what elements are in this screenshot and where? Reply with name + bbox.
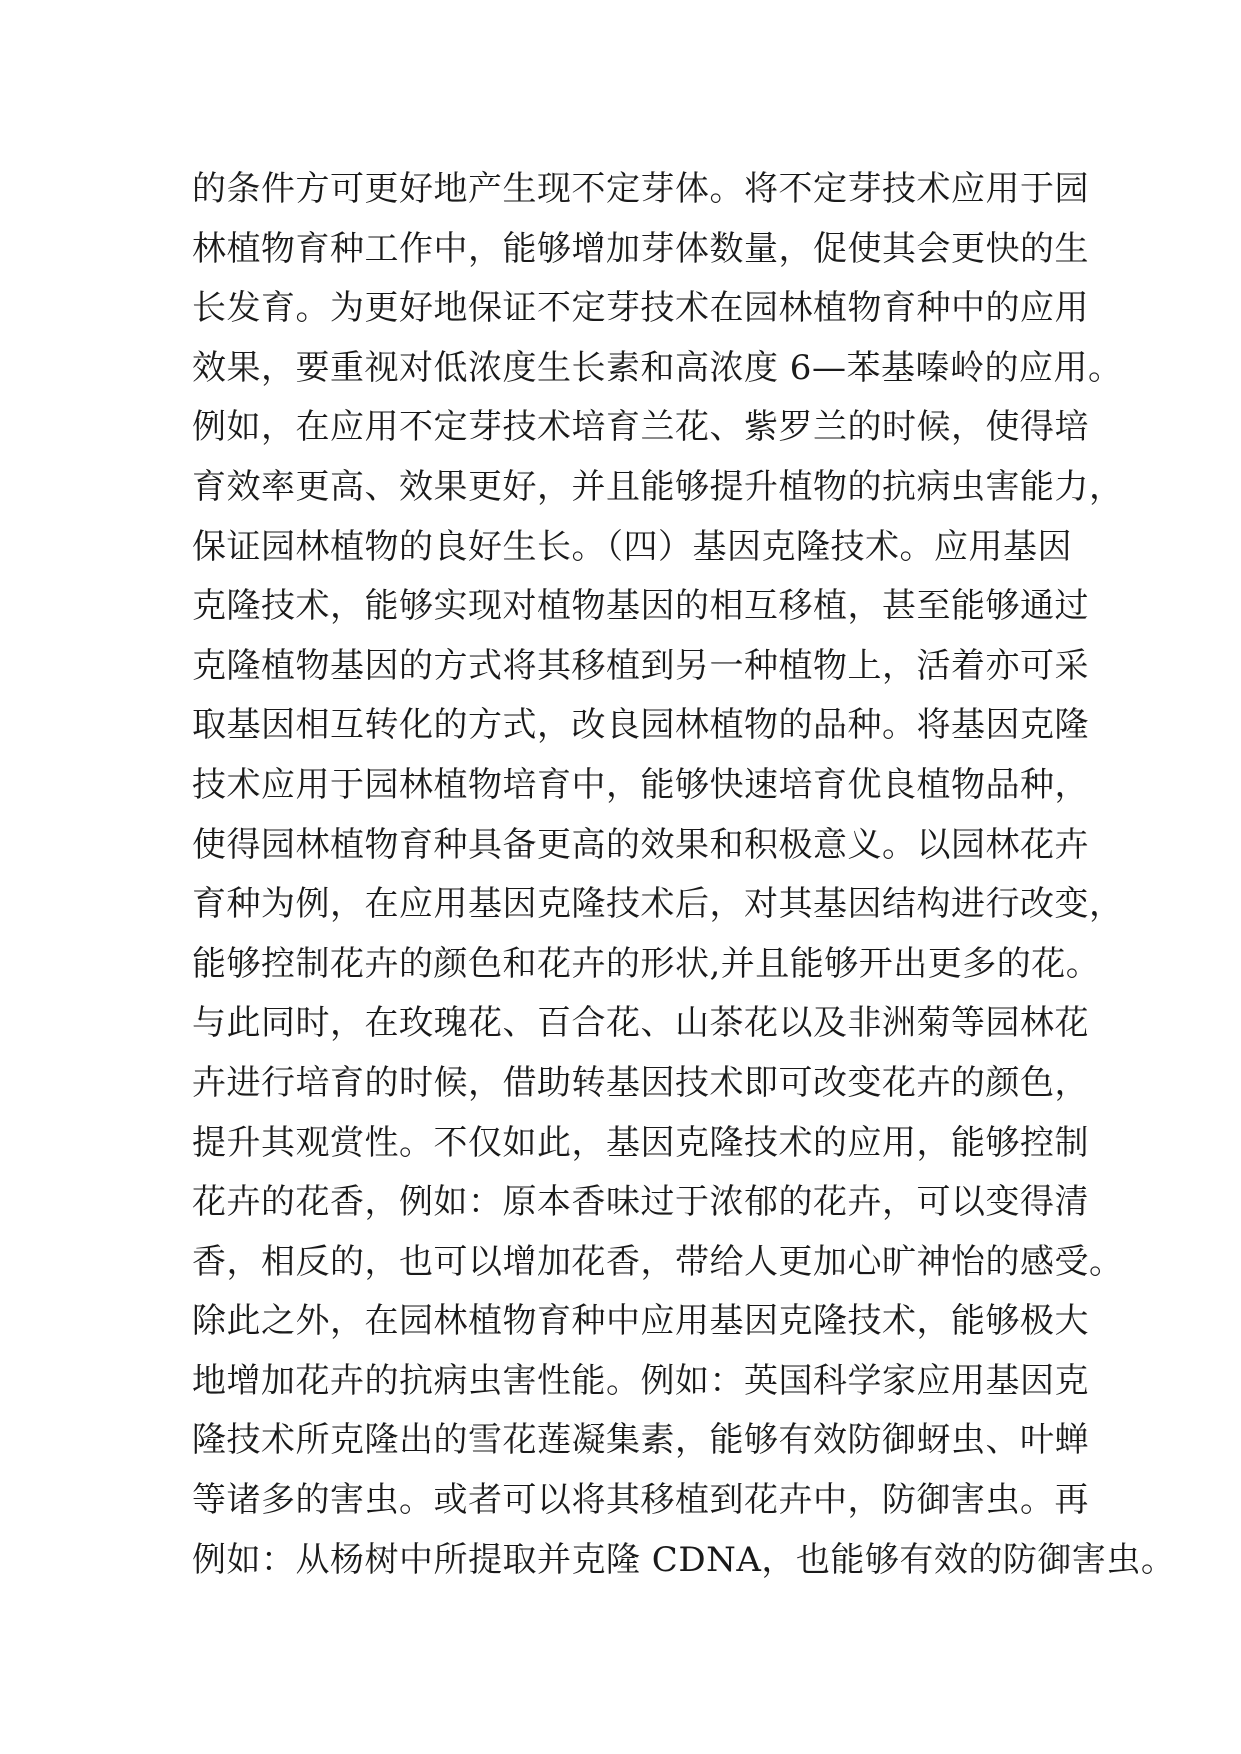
text-line: 花卉的花香，例如：原本香味过于浓郁的花卉，可以变得清: [192, 1182, 1089, 1223]
text-line: 等诸多的害虫。或者可以将其移植到花卉中，防御害虫。再: [192, 1480, 1089, 1521]
text-line: 香，相反的，也可以增加花香，带给人更加心旷神怡的感受。: [192, 1241, 1124, 1282]
text-line: 地增加花卉的抗病虫害性能。例如：英国科学家应用基因克: [192, 1360, 1089, 1401]
text-line: 克隆技术，能够实现对植物基因的相互移植，甚至能够通过: [192, 586, 1089, 627]
text-line: 与此同时，在玫瑰花、百合花、山茶花以及非洲菊等园林花: [192, 1003, 1089, 1044]
text-line: 长发育。为更好地保证不定芽技术在园林植物育种中的应用: [192, 288, 1089, 329]
text-line: 除此之外，在园林植物育种中应用基因克隆技术，能够极大: [192, 1301, 1089, 1342]
text-line: 保证园林植物的良好生长。（四）基因克隆技术。应用基因: [192, 526, 1072, 567]
text-line: 卉进行培育的时候，借助转基因技术即可改变花卉的颜色，: [192, 1062, 1089, 1103]
text-line: 克隆植物基因的方式将其移植到另一种植物上，活着亦可采: [192, 645, 1089, 686]
text-line: 例如，在应用不定芽技术培育兰花、紫罗兰的时候，使得培: [192, 407, 1089, 448]
text-line: 使得园林植物育种具备更高的效果和积极意义。以园林花卉: [192, 824, 1089, 865]
text-line: 育效率更高、效果更好，并且能够提升植物的抗病虫害能力，: [192, 466, 1124, 507]
text-line: 例如：从杨树中所提取并克隆 CDNA，也能够有效的防御害虫。: [192, 1539, 1176, 1580]
text-line: 隆技术所克隆出的雪花莲凝集素，能够有效防御蚜虫、叶蝉: [192, 1420, 1089, 1461]
text-line: 提升其观赏性。不仅如此，基因克隆技术的应用，能够控制: [192, 1122, 1089, 1163]
text-line: 取基因相互转化的方式，改良园林植物的品种。将基因克隆: [192, 705, 1089, 746]
text-line: 能够控制花卉的颜色和花卉的形状,并且能够开出更多的花。: [192, 943, 1101, 984]
body-text: [192, 160, 1176, 1590]
text-line: 育种为例，在应用基因克隆技术后，对其基因结构进行改变，: [192, 884, 1124, 925]
text-line: 效果，要重视对低浓度生长素和高浓度 6—苯基嗪岭的应用。: [192, 347, 1123, 388]
text-line: 林植物育种工作中，能够增加芽体数量，促使其会更快的生: [192, 228, 1089, 269]
text-line: 的条件方可更好地产生现不定芽体。将不定芽技术应用于园: [192, 169, 1089, 209]
text-line: 技术应用于园林植物培育中，能够快速培育优良植物品种，: [192, 764, 1089, 805]
